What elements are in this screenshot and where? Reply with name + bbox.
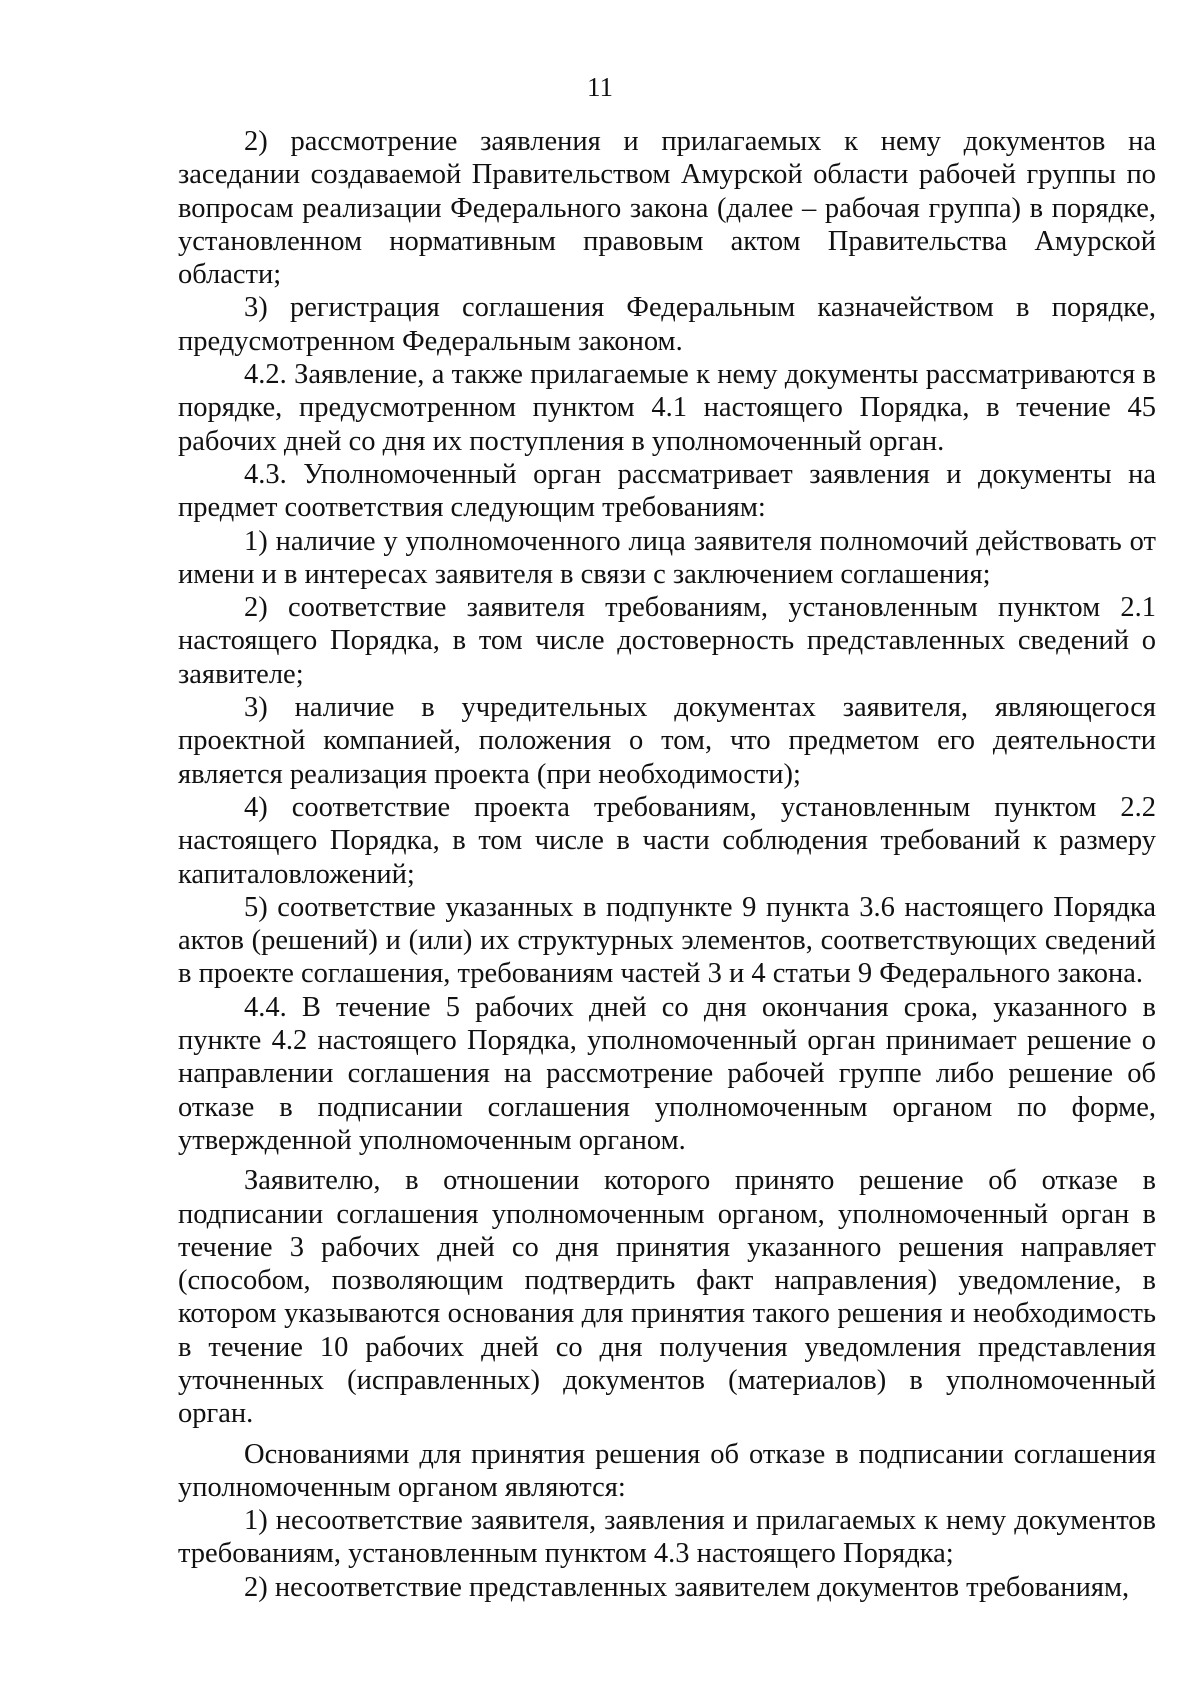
document-body [178,125,1156,1604]
paragraph-requirement-1: 1) наличие у уполномоченного лица заявителя полномочий действовать от имени и в интересах заявителя в связи с заключением соглашения; [178,525,1156,590]
paragraph-requirement-5: 5) соответствие указанных в подпункте 9 пункта 3.6 настоящего Порядка актов (решений) и (или) их структурных элементов, соответствующих сведений в проекте соглашения, требованиям частей 3 и 4 статьи 9 Федерального закона. [178,891,1156,990]
paragraph-ground-1: 1) несоответствие заявителя, заявления и прилагаемых к нему документов требованиям, установленным пунктом 4.3 настоящего Порядка; [178,1505,1156,1570]
paragraph-item-2-review: 2) рассмотрение заявления и прилагаемых к нему документов на заседании создаваемой Правительством Амурской области рабочей группы по вопросам реализации Федерального закона (далее – рабочая группа) в порядке, установленном нормативным правовым актом Правительства Амурской области; [178,126,1156,291]
paragraph-item-3-registration: 3) регистрация соглашения Федеральным казначейством в порядке, предусмотренном Федеральным законом. [178,292,1156,357]
paragraph-refusal-grounds: Основаниями для принятия решения об отказе в подписании соглашения уполномоченным органом являются: [178,1438,1156,1503]
paragraph-4-3: 4.3. Уполномоченный орган рассматривает заявления и документы на предмет соответствия следующим требованиям: [178,458,1156,524]
paragraph-requirement-4: 4) соответствие проекта требованиям, установленным пунктом 2.2 настоящего Порядка, в том числе в части соблюдения требований к размеру капиталовложений; [178,791,1156,890]
paragraph-4-4: 4.4. В течение 5 рабочих дней со дня окончания срока, указанного в пункте 4.2 настоящего Порядка, уполномоченный орган принимает решение о направлении соглашения на рассмотрение рабочей группе либо решение об отказе в подписании соглашения уполномоченным органом по форме, утвержденной уполномоченным органом. [178,991,1156,1156]
paragraph-requirement-3: 3) наличие в учредительных документах заявителя, являющегося проектной компанией, положения о том, что предметом его деятельности является реализация проекта (при необходимости); [178,692,1156,790]
paragraph-ground-2: 2) несоответствие представленных заявителем документов требованиям, [244,1571,1130,1603]
paragraph-requirement-2: 2) соответствие заявителя требованиям, установленным пунктом 2.1 настоящего Порядка, в том числе достоверность представленных сведений о заявителе; [178,592,1156,690]
paragraph-applicant-notice: Заявителю, в отношении которого принято решение об отказе в подписании соглашения уполномоченным органом, уполномоченный орган в течение 3 рабочих дней со дня принятия указанного решения направляет (способом, позволяющим подтвердить факт направления) уведомление, в котором указываются основания для принятия такого решения и необходимость в течение 10 рабочих дней со дня получения уведомления представления уточненных (исправленных) документов (материалов) в уполномоченный орган. [178,1165,1156,1430]
paragraph-4-2: 4.2. Заявление, а также прилагаемые к нему документы рассматриваются в порядке, предусмотренном пунктом 4.1 настоящего Порядка, в течение 45 рабочих дней со дня их поступления в уполномоченный орган. [178,359,1156,457]
page-number: 11 [587,72,613,102]
